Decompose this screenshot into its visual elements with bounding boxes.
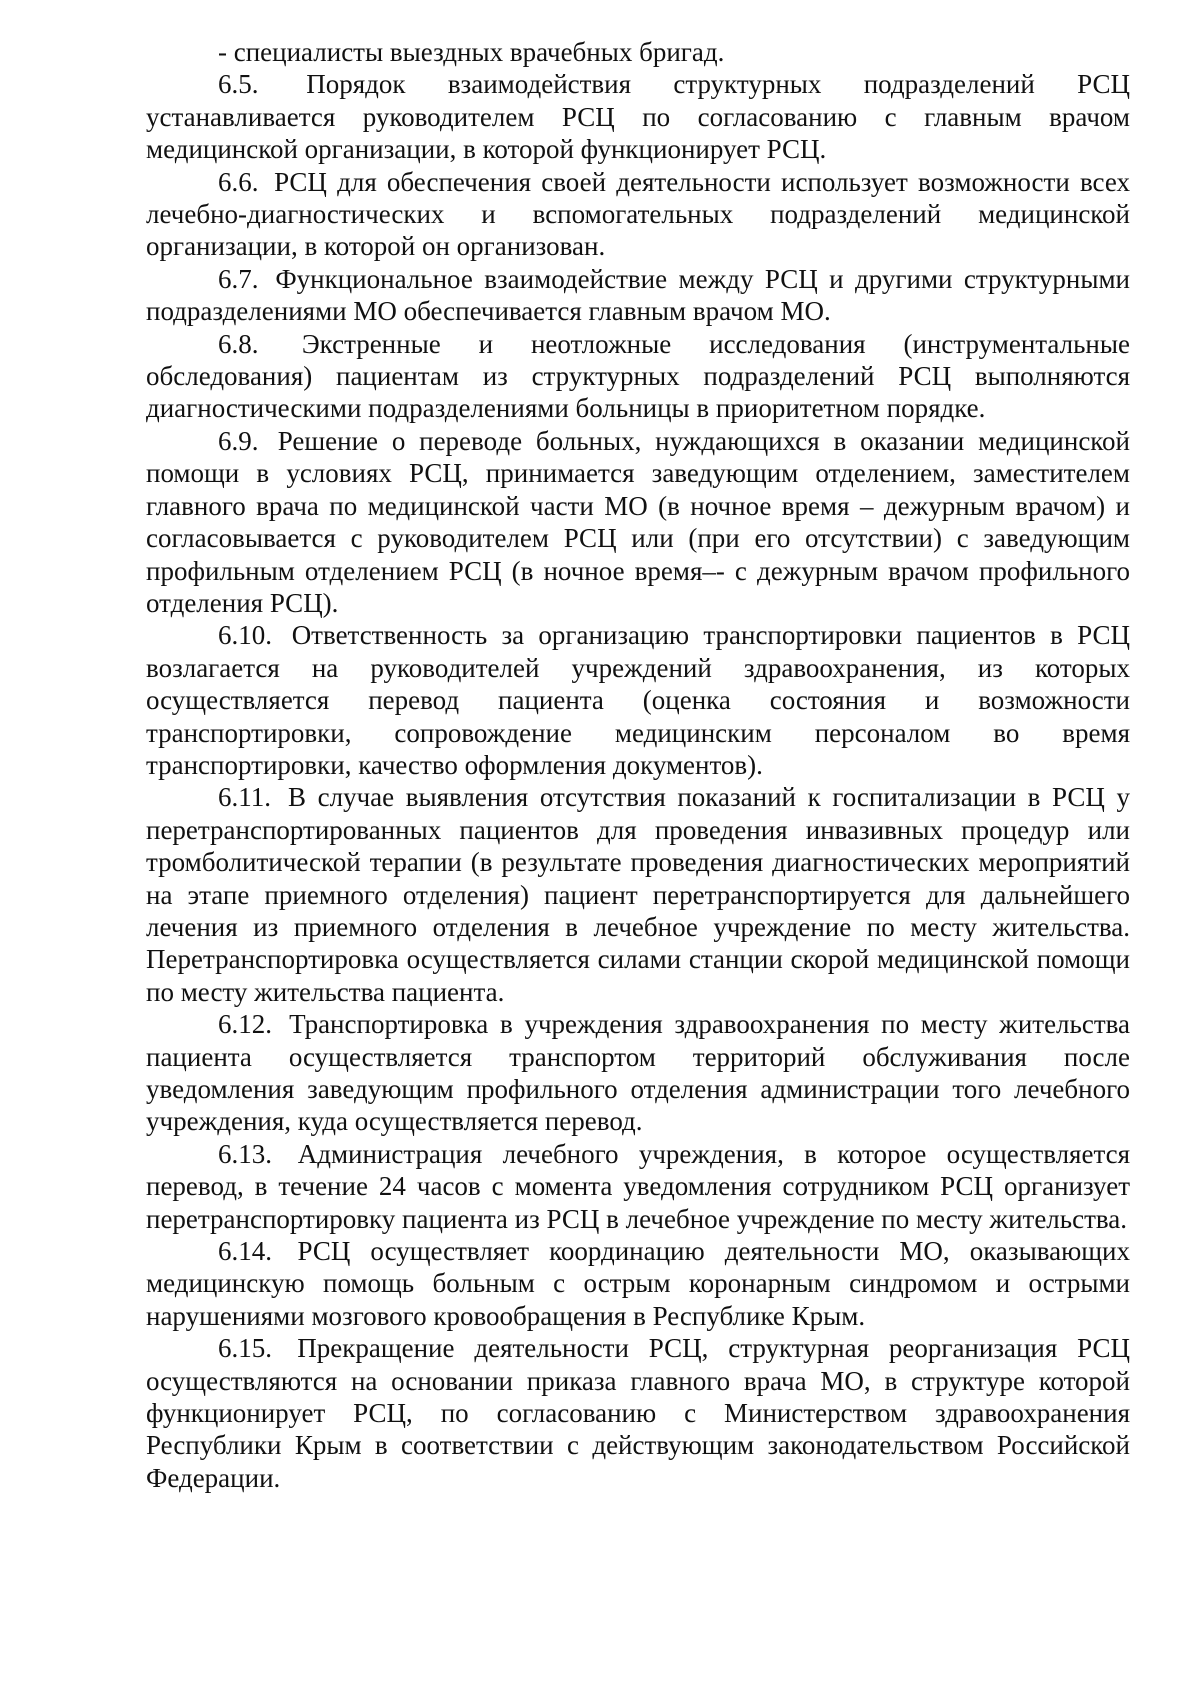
paragraph-number: 6.8. xyxy=(218,328,259,359)
paragraph-number: 6.15. xyxy=(218,1333,272,1364)
paragraph-text: В случае выявления отсутствия показаний к госпитализации в РСЦ у перетранспортированных пациентов для проведения инвазивных процедур или тромболитической терапии (в результате проведения диагностических мероприятий на этапе приемного отделения) пациент перетранспортируется для дальнейшего лечения из приемного отделения в лечебное учреждение по месту жительства. Перетранспортировка осуществляется силами станции скорой медицинской помощи по месту жительства пациента. xyxy=(146,782,1130,1007)
paragraph-number: 6.5. xyxy=(218,69,259,100)
paragraph-text: Прекращение деятельности РСЦ, структурная реорганизация РСЦ осуществляются на основании приказа главного врача МО, в структуре которой функционирует РСЦ, по согласованию с Министерством здравоохранения Республики Крым в соответствии с действующим законодательством Российской Федерации. xyxy=(146,1333,1131,1493)
paragraph-text: РСЦ осуществляет координацию деятельности МО, оказывающих медицинскую помощь больным с острым коронарным синдромом и острыми нарушениями мозгового кровообращения в Республике Крым. xyxy=(146,1236,1130,1331)
paragraph-number: 6.10. xyxy=(218,620,272,651)
paragraph-text: Ответственность за организацию транспортировки пациентов в РСЦ возлагается на руководителей учреждений здравоохранения, из которых осуществляется перевод пациента (оценка состояния и возможности транспортировки, сопровождение медицинским персоналом во время транспортировки, качество оформления документов). xyxy=(146,620,1131,780)
paragraph-text: Экстренные и неотложные исследования (инструментальные обследования) пациентам из структурных подразделений РСЦ выполняются диагностическими подразделениями больницы в приоритетном порядке. xyxy=(146,328,1131,424)
paragraph-6-5 xyxy=(146,68,1130,165)
paragraph-text: Транспортировка в учреждения здравоохранения по месту жительства пациента осуществляется транспортом территорий обслуживания после уведомления заведующим профильного отделения администрации того лечебного учреждения, куда осуществляется перевод. xyxy=(146,1009,1131,1137)
paragraph-number: 6.11. xyxy=(218,782,271,813)
paragraph-6-8 xyxy=(146,328,1130,425)
paragraph-number: 6.13. xyxy=(218,1138,272,1169)
paragraph-text: Функциональное взаимодействие между РСЦ и другими структурными подразделениями МО обеспечивается главным врачом МО. xyxy=(146,263,1130,327)
paragraph-number: 6.12. xyxy=(218,1009,272,1040)
paragraph-text: Администрация лечебного учреждения, в которое осуществляется перевод, в течение 24 часов с момента уведомления сотрудником РСЦ организует перетранспортировку пациента из РСЦ в лечебное учреждение по месту жительства. xyxy=(146,1138,1130,1234)
paragraph-text: Порядок взаимодействия структурных подразделений РСЦ устанавливается руководителем РСЦ по согласованию с главным врачом медицинской организации, в которой функционирует РСЦ. xyxy=(146,69,1131,165)
paragraph-6-9 xyxy=(146,425,1130,619)
paragraph-6-6 xyxy=(146,166,1130,263)
paragraph-6-10 xyxy=(146,619,1130,781)
paragraph-6-15 xyxy=(146,1332,1130,1494)
paragraph-number: 6.14. xyxy=(218,1236,272,1267)
lead-line-text: - специалисты выездных врачебных бригад. xyxy=(218,37,725,67)
paragraph-number: 6.9. xyxy=(218,425,259,456)
lead-line xyxy=(146,36,1130,68)
paragraph-6-7 xyxy=(146,263,1130,328)
paragraph-number: 6.7. xyxy=(218,263,259,294)
paragraph-text: Решение о переводе больных, нуждающихся в оказании медицинской помощи в условиях РСЦ, принимается заведующим отделением, заместителем главного врача по медицинской части МО (в ночное время – дежурным врачом) и согласовывается с руководителем РСЦ или (при его отсутствии) с заведующим профильным отделением РСЦ (в ночное время–- с дежурным врачом профильного отделения РСЦ). xyxy=(146,425,1130,618)
paragraph-6-13 xyxy=(146,1138,1130,1235)
paragraph-number: 6.6. xyxy=(218,166,259,197)
paragraph-6-12 xyxy=(146,1008,1130,1138)
paragraph-6-14 xyxy=(146,1235,1130,1332)
paragraph-text: РСЦ для обеспечения своей деятельности использует возможности всех лечебно-диагностических и вспомогательных подразделений медицинской организации, в которой он организован. xyxy=(146,166,1130,262)
paragraph-6-11 xyxy=(146,781,1130,1008)
